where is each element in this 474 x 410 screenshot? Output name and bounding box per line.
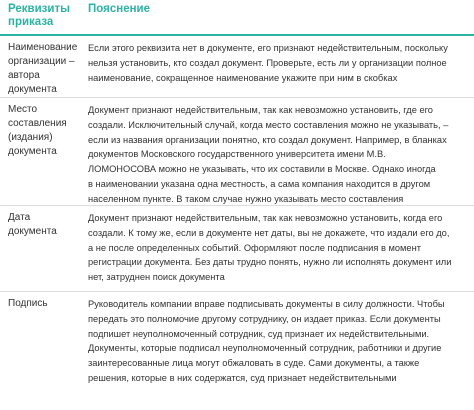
row-text: Документ признают недействительным, так как невозможно установить, когда его создали. К тому же, если в документе нет даты, вы не докажете, что издали его до, а не после определенных событий. Оформляют после подписания в момент регистрации документа. Без даты трудно понять, нужно ли исполнять документ или нет, затруднен поиск документа bbox=[88, 213, 452, 283]
table-row bbox=[0, 292, 474, 402]
row-label: Дата документа bbox=[8, 212, 57, 237]
table-row bbox=[0, 98, 474, 206]
row-text: Документ признают недействительным, так как невозможно установить, где его создали. Исключительный случай, когда место составления можно не указывать, – если из названия организации понятно, кто создал документ. Например, в бланках документов Московского государственного университета имени М.В. ЛОМОНОСОВА можно не указывать, что их составили в Москве. Однако иногда в наименовании указана одна местность, а сама компания находится в другом населенном пункте. В таком случае нужно указывать место составления bbox=[88, 105, 449, 204]
row-label: Место составления (издания) документа bbox=[8, 104, 67, 157]
table-row bbox=[0, 36, 474, 98]
row-text: Если этого реквизита нет в документе, его признают недействительным, поскольку нельзя установить, кто создал документ. Проверьте, есть ли у организации полное наименование, сокращенное наименование укажите при ним в скобках bbox=[88, 43, 448, 83]
row-text: Руководитель компании вправе подписывать документы в силу должности. Чтобы передать это полномочие другому сотруднику, он издает приказ. Если документы подпишет неуполномоченный сотрудник, суд признает их недействительными. Документы, которые подписал неуполномоченный сотрудник, работники и другие заинтересованные лица могут обжаловать в суде. Сами документы, а также решения, которые в них содержатся, суд признает недействительными bbox=[88, 299, 445, 383]
header-requisites: Реквизиты приказа bbox=[8, 3, 70, 28]
header-explanation: Пояснение bbox=[88, 3, 150, 15]
table-header bbox=[0, 0, 474, 36]
row-label: Наименование организации – автора документа bbox=[8, 42, 78, 95]
row-label: Подпись bbox=[8, 298, 48, 309]
table-row bbox=[0, 206, 474, 292]
